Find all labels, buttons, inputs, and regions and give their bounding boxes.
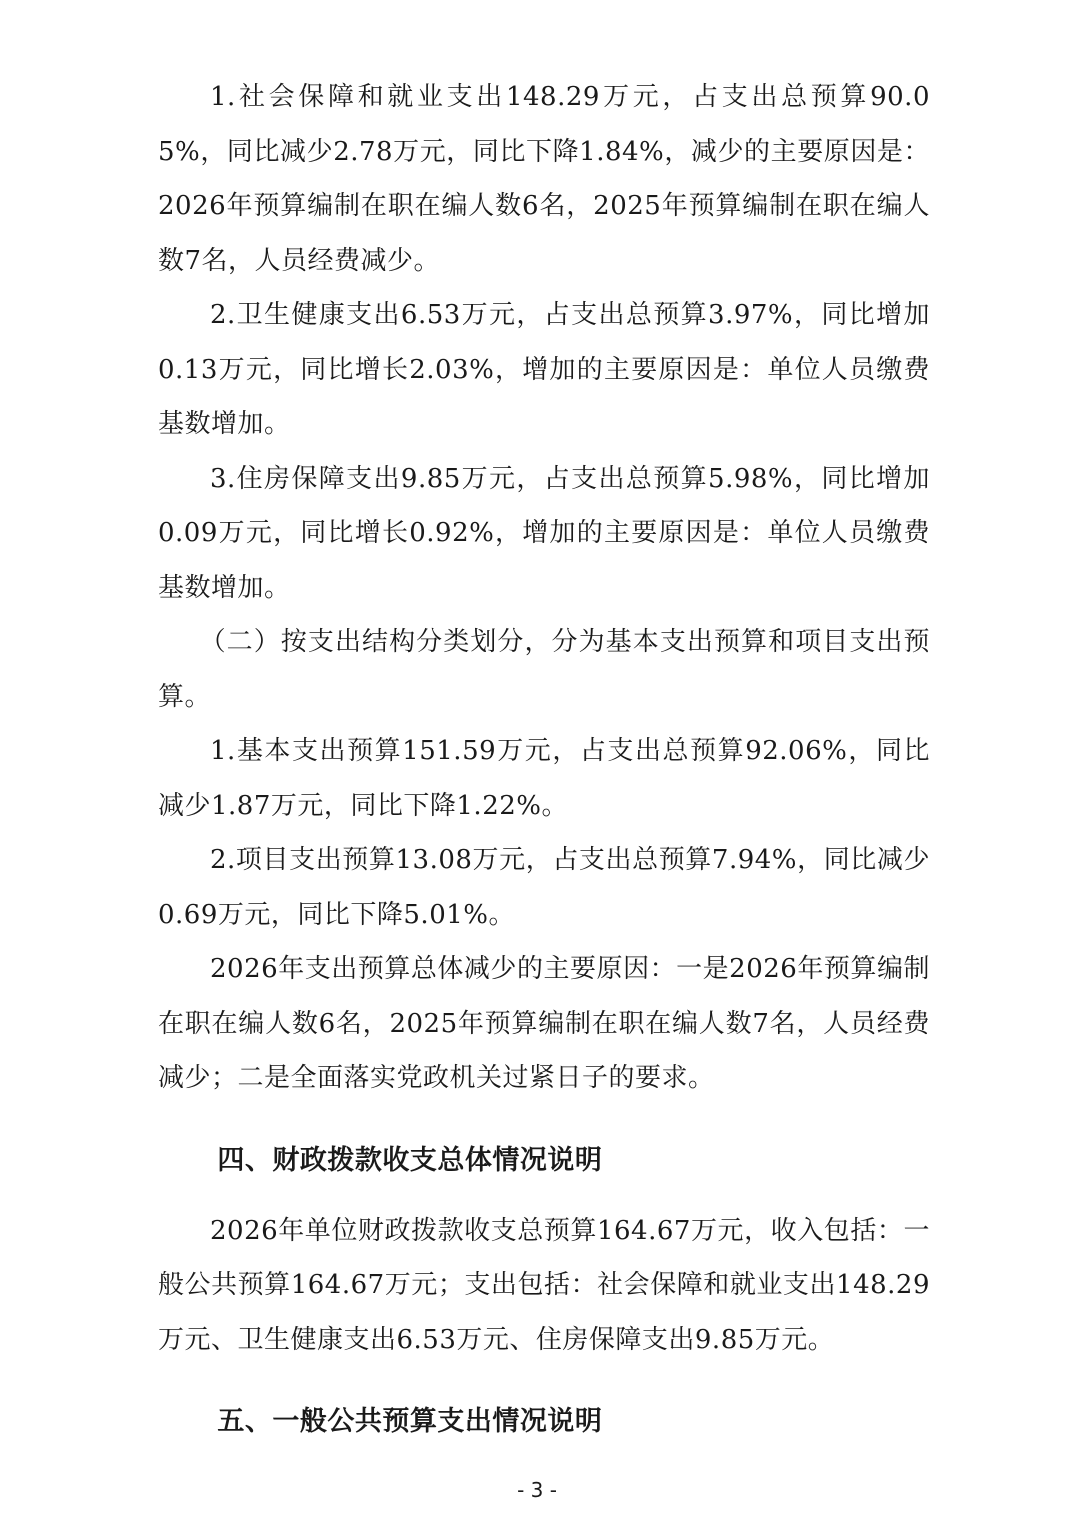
- paragraph-social-security: 1.社会保障和就业支出148.29万元，占支出总预算90.05%，同比减少2.78万元，同比下降1.84%，减少的主要原因是：2026年预算编制在职在编人数6名，2025年预算编制在职在编人数7名，人员经费减少。: [158, 82, 930, 276]
- page-content: [158, 70, 930, 1449]
- paragraph-fiscal-allocation: 2026年单位财政拨款收支总预算164.67万元，收入包括：一般公共预算164.67万元；支出包括：社会保障和就业支出148.29万元、卫生健康支出6.53万元、住房保障支出9.85万元。: [158, 1215, 930, 1355]
- section-heading-general-public-budget: 五、一般公共预算支出情况说明: [217, 1406, 603, 1437]
- paragraph-housing: 3.住房保障支出9.85万元，占支出总预算5.98%，同比增加0.09万元，同比增长0.92%，增加的主要原因是：单位人员缴费基数增加。: [158, 463, 930, 603]
- section-heading-fiscal-allocation: 四、财政拨款收支总体情况说明: [217, 1144, 603, 1176]
- paragraph-overall-reduction: 2026年支出预算总体减少的主要原因：一是2026年预算编制在职在编人数6名，2025年预算编制在职在编人数7名，人员经费减少；二是全面落实党政机关过紧日子的要求。: [158, 954, 930, 1093]
- spacer: [158, 1367, 930, 1395]
- paragraph-health: 2.卫生健康支出6.53万元，占支出总预算3.97%，同比增加0.13万元，同比增长2.03%，增加的主要原因是：单位人员缴费基数增加。: [158, 300, 930, 439]
- paragraph-basic-expenditure: 1.基本支出预算151.59万元，占支出总预算92.06%，同比减少1.87万元，同比下降1.22%。: [158, 736, 930, 821]
- paragraph-structure-classification: （二）按支出结构分类划分，分为基本支出预算和项目支出预算。: [158, 627, 930, 712]
- spacer: [158, 1188, 930, 1204]
- page-number: - 3 -: [517, 1478, 557, 1502]
- spacer: [158, 1106, 930, 1134]
- paragraph-project-expenditure: 2.项目支出预算13.08万元，占支出总预算7.94%，同比减少0.69万元，同比下降5.01%。: [158, 845, 930, 930]
